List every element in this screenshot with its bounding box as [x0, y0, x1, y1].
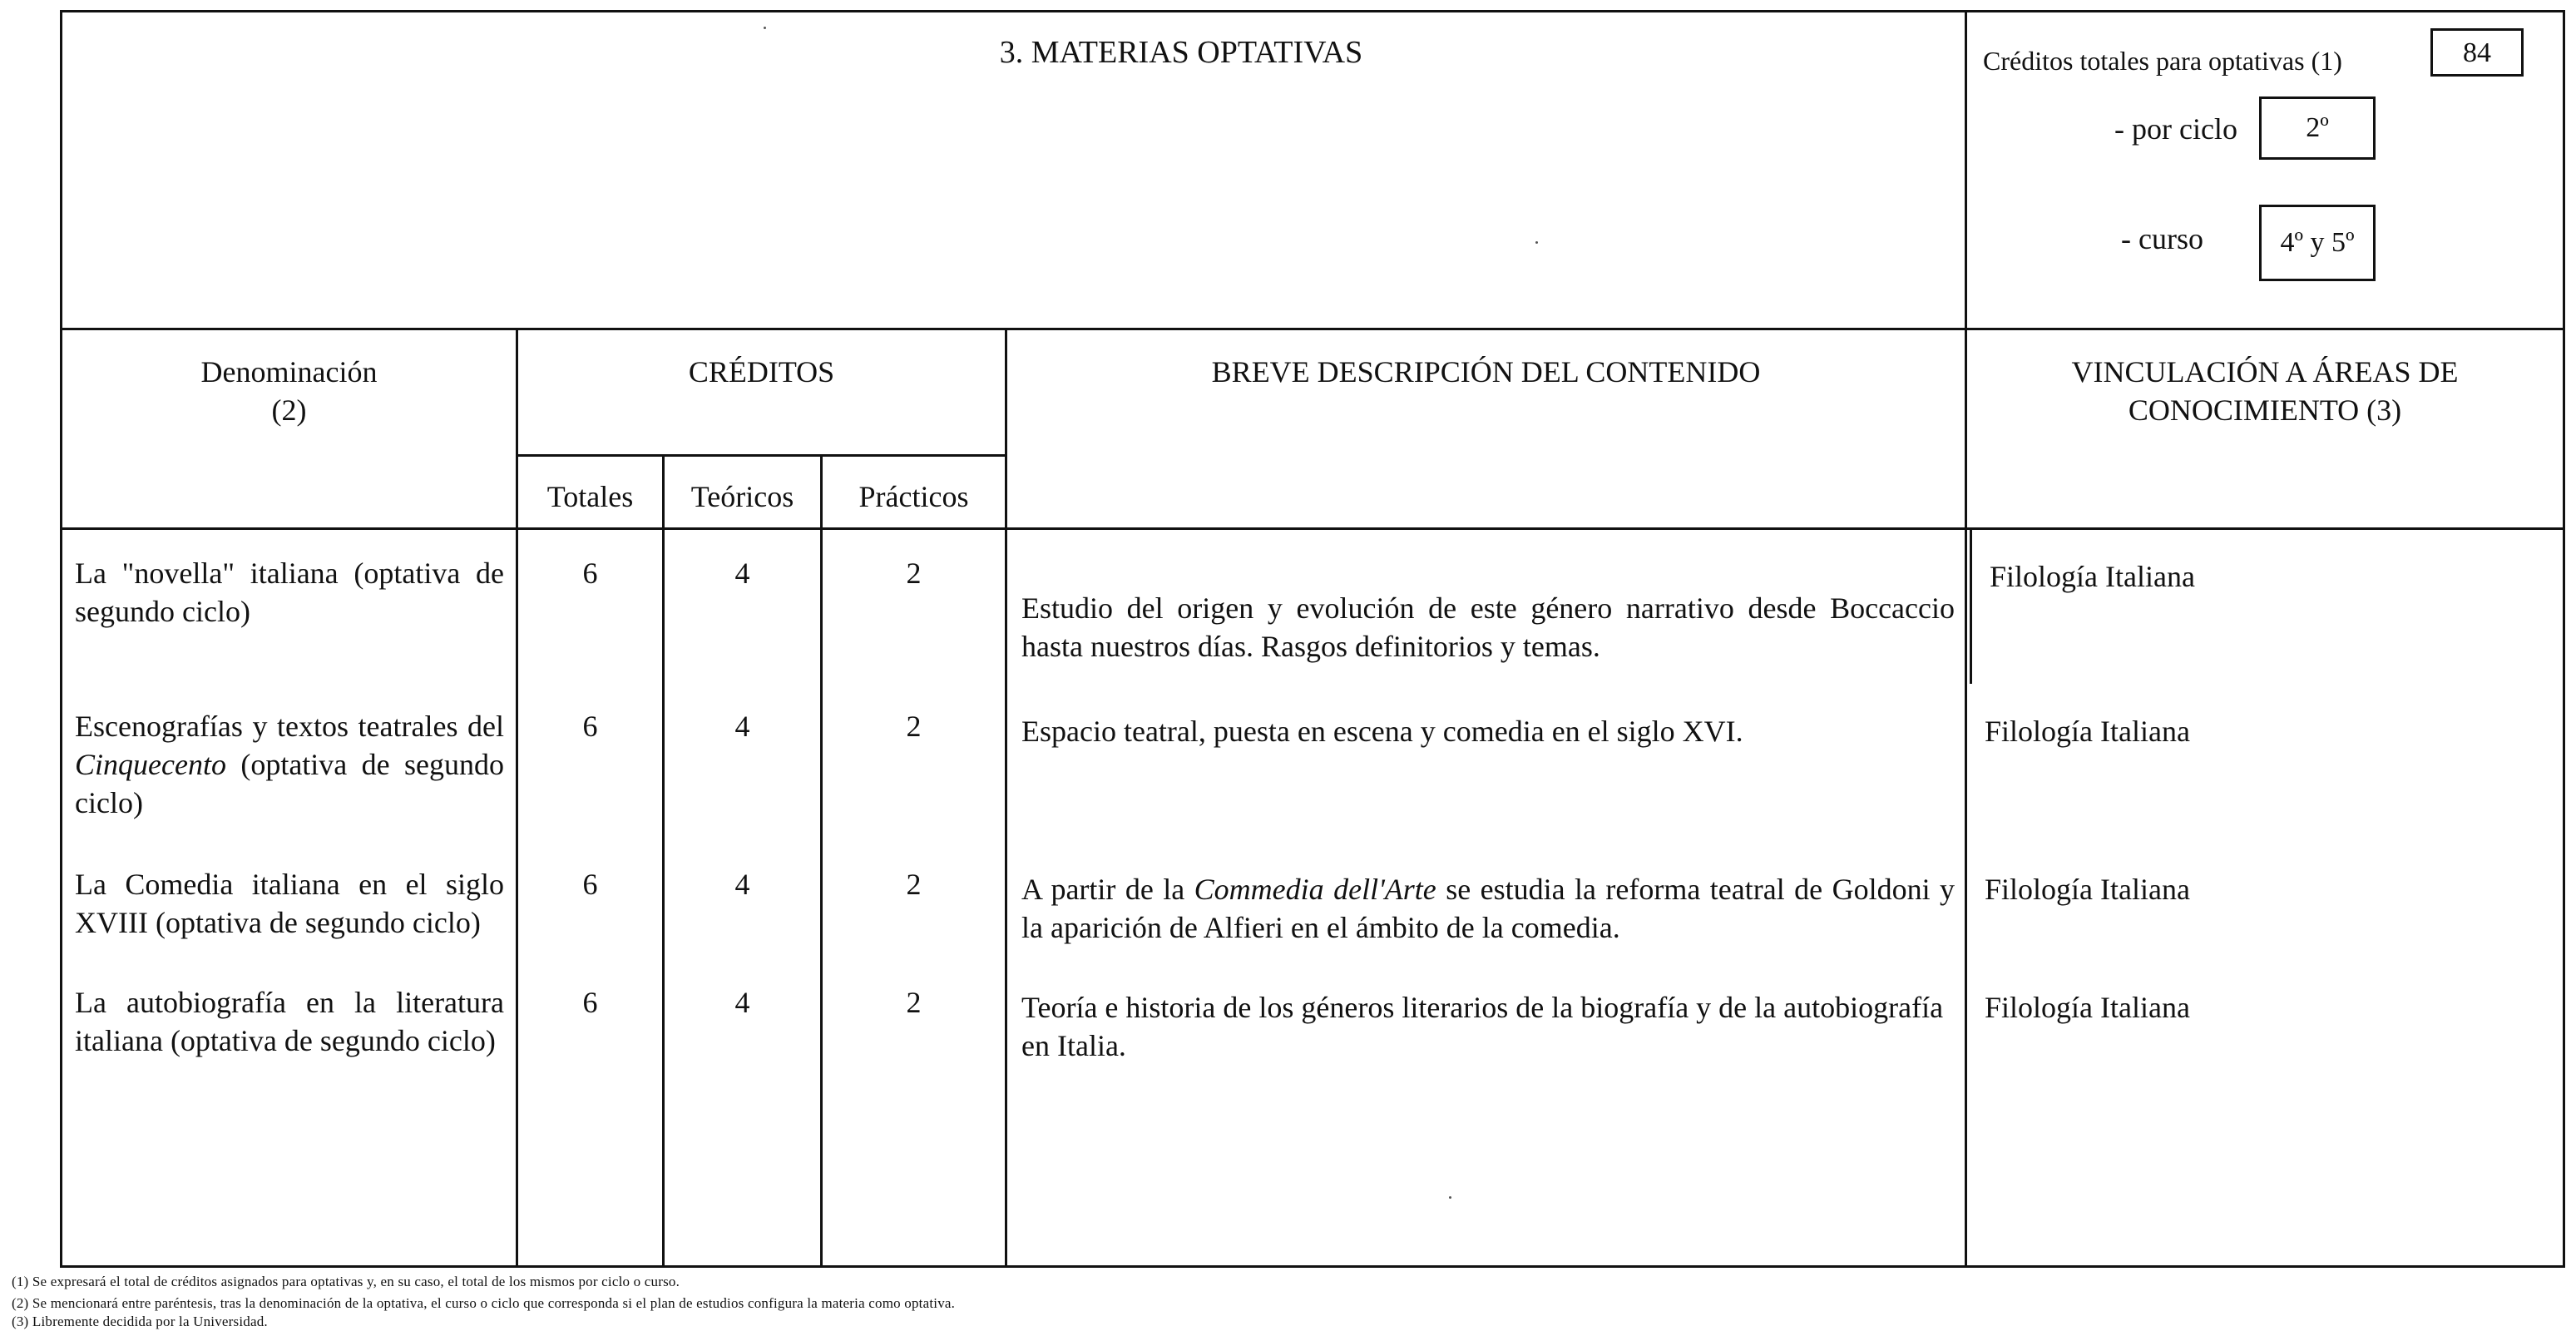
footnote-1: (1) Se expresará el total de créditos asignados para optativas y, en su caso, el total de los mismos por ciclo o curso.	[12, 1274, 680, 1289]
credits-total-label: Créditos totales para optativas (1)	[1983, 46, 2342, 76]
col-divider-5b	[1970, 529, 1972, 684]
row-3-practicos: 2	[906, 868, 922, 901]
col-divider-1	[516, 328, 518, 1268]
col-header-practicos: Prácticos	[858, 480, 969, 513]
row-2-area: Filología Italiana	[1985, 715, 2190, 748]
row-3-descripcion: A partir de la Commedia dell'Arte se estudia la reforma teatral de Goldoni y la aparición de Alfieri en el ámbito de la comedia.	[1021, 873, 1955, 944]
col-header-teoricos: Teóricos	[690, 480, 794, 513]
header-divider	[60, 328, 2565, 330]
col-header-creditos: CRÉDITOS	[688, 355, 835, 388]
section-title: 3. MATERIAS OPTATIVAS	[999, 35, 1363, 70]
col-header-totales: Totales	[546, 480, 634, 513]
row-3-denominacion: La Comedia italiana en el siglo XVIII (optativa de segundo ciclo)	[75, 868, 504, 939]
footnote-3: (3) Libremente decidida por la Universidad.	[12, 1314, 268, 1329]
row-1-area: Filología Italiana	[1990, 560, 2195, 593]
scan-speck	[764, 27, 766, 29]
row-2-practicos: 2	[906, 710, 922, 743]
row-2-descripcion: Espacio teatral, puesta en escena y comedia en el siglo XVI.	[1021, 715, 1743, 748]
row-4-descripcion: Teoría e historia de los géneros literarios de la biografía y de la autobiografía en Italia.	[1021, 991, 1944, 1062]
col-header-denominacion: Denominación (2)	[200, 355, 378, 427]
row-1-descripcion: Estudio del origen y evolución de este género narrativo desde Boccaccio hasta nuestros días. Rasgos definitorios y temas.	[1021, 591, 1955, 663]
row-4-practicos: 2	[906, 986, 922, 1019]
col-divider-4	[1005, 328, 1007, 1268]
scan-speck	[1535, 241, 1538, 244]
cycle-label: - por ciclo	[2114, 112, 2237, 146]
course-label: - curso	[2121, 222, 2203, 255]
row-4-teoricos: 4	[734, 986, 750, 1019]
row-3-area: Filología Italiana	[1985, 873, 2190, 906]
col-header-descripcion: BREVE DESCRIPCIÓN DEL CONTENIDO	[1211, 355, 1761, 388]
row-2-denominacion: Escenografías y textos teatrales del Cinquecento (optativa de segundo ciclo)	[75, 710, 504, 819]
course-value: 4º y 5º	[2259, 205, 2376, 281]
row-1-denominacion: La "novella" italiana (optativa de segundo ciclo)	[75, 557, 504, 628]
row-4-area: Filología Italiana	[1985, 991, 2190, 1024]
column-header-divider	[60, 527, 2565, 530]
row-4-totales: 6	[582, 986, 598, 1019]
credits-total-value: 84	[2430, 28, 2524, 77]
row-3-totales: 6	[582, 868, 598, 901]
row-2-teoricos: 4	[734, 710, 750, 743]
row-3-teoricos: 4	[734, 868, 750, 901]
footnote-2: (2) Se mencionará entre paréntesis, tras la denominación de la optativa, el curso o ciclo que corresponda si el plan de estudios configura la materia como optativa.	[12, 1295, 956, 1311]
row-1-practicos: 2	[906, 557, 922, 590]
row-2-totales: 6	[582, 710, 598, 743]
header-right-divider	[1965, 10, 1967, 328]
row-4-denominacion: La autobiografía en la literatura italiana (optativa de segundo ciclo)	[75, 986, 504, 1057]
cycle-value: 2º	[2259, 96, 2376, 160]
col-header-vinculacion: VINCULACIÓN A ÁREAS DE CONOCIMIENTO (3)	[2071, 355, 2459, 427]
col-divider-5	[1965, 328, 1967, 1268]
row-1-teoricos: 4	[734, 557, 750, 590]
creditos-subheader-divider	[516, 454, 1007, 457]
scan-speck	[1449, 1196, 1451, 1199]
row-1-totales: 6	[582, 557, 598, 590]
